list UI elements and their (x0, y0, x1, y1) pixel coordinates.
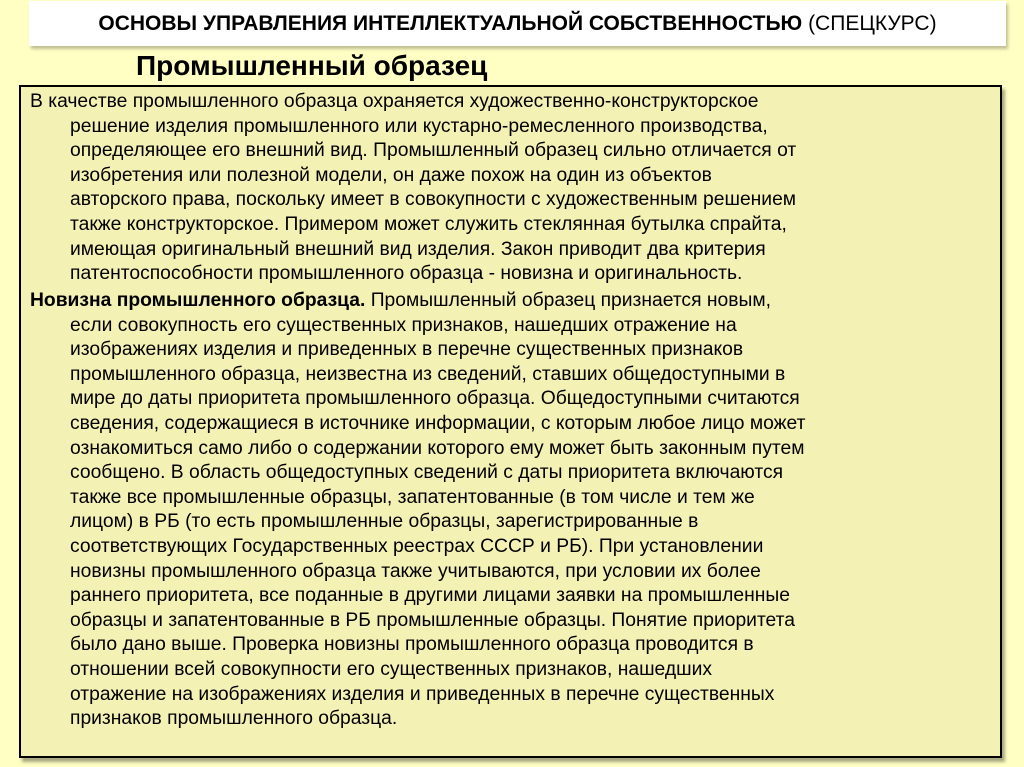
text-line: сведения, содержащиеся в источнике информации, с которым любое лицо может (70, 412, 806, 434)
text-line (30, 289, 990, 314)
content-box (19, 85, 1002, 758)
course-title-bold: ОСНОВЫ УПРАВЛЕНИЯ ИНТЕЛЛЕКТУАЛЬНОЙ СОБСТВЕННОСТЬЮ (98, 11, 803, 35)
text-line: патентоспособности промышленного образца - новизна и оригинальность. (70, 263, 743, 285)
text-line: соответствующих Государственных реестрах СССР и РБ). При установлении (70, 535, 764, 557)
text-line: имеющая оригинальный внешний вид изделия. Закон приводит два критерия (70, 238, 766, 260)
text-line: новизны промышленного образца также учитываются, при условии их более (70, 560, 761, 582)
course-title (98, 12, 936, 36)
text-line: промышленного образца, неизвестна из сведений, ставших общедоступными в (70, 363, 786, 385)
text-line: также все промышленные образцы, запатентованные (в том числе и тем же (70, 486, 755, 508)
text-line: образцы и запатентованные в РБ промышленные образцы. Понятие приоритета (70, 609, 795, 631)
text-line: раннего приоритета, все поданные в другими лицами заявки на промышленные (70, 585, 790, 607)
text-line: также конструкторское. Примером может служить стеклянная бутылка спрайта, (70, 213, 787, 235)
text-line: определяющее его внешний вид. Промышленный образец сильно отличается от (70, 140, 797, 162)
novelty-heading: Новизна промышленного образца. (30, 290, 366, 311)
text-line: ознакомиться само либо о содержании которого ему может быть законным путем (70, 437, 805, 459)
text-line: В качестве промышленного образца охраняется художественно-конструкторское (30, 91, 759, 112)
text-line: авторского права, поскольку имеет в совокупности с художественным решением (70, 189, 797, 211)
text-line: отношении всей совокупности его существенных признаков, нашедших (70, 658, 712, 680)
text-line: если совокупность его существенных признаков, нашедших отражение на (70, 314, 737, 336)
paragraph-novelty (30, 289, 990, 732)
text-line: сообщено. В область общедоступных сведений с даты приоритета включаются (70, 462, 784, 484)
text-line: изображениях изделия и приведенных в перечне существенных признаков (70, 339, 744, 361)
text-line: лицом) в РБ (то есть промышленные образцы, зарегистрированные в (70, 511, 699, 533)
text-line: мире до даты приоритета промышленного образца. Общедоступными считаются (70, 388, 800, 410)
novelty-first-line: Промышленный образец признается новым, (365, 290, 771, 311)
course-title-regular: (СПЕЦКУРС) (808, 11, 937, 35)
text-line: решение изделия промышленного или кустарно-ремесленного производства, (70, 115, 768, 137)
text-line: было дано выше. Проверка новизны промышленного образца проводится в (70, 634, 754, 656)
slide-title: Промышленный образец (136, 50, 488, 81)
paragraph-definition (30, 90, 990, 287)
course-header-banner (29, 1, 1006, 46)
text-line: признаков промышленного образца. (70, 708, 398, 730)
text-line: отражение на изображениях изделия и приведенных в перечне существенных (70, 683, 775, 705)
text-line: изобретения или полезной модели, он даже похож на один из объектов (70, 164, 712, 186)
